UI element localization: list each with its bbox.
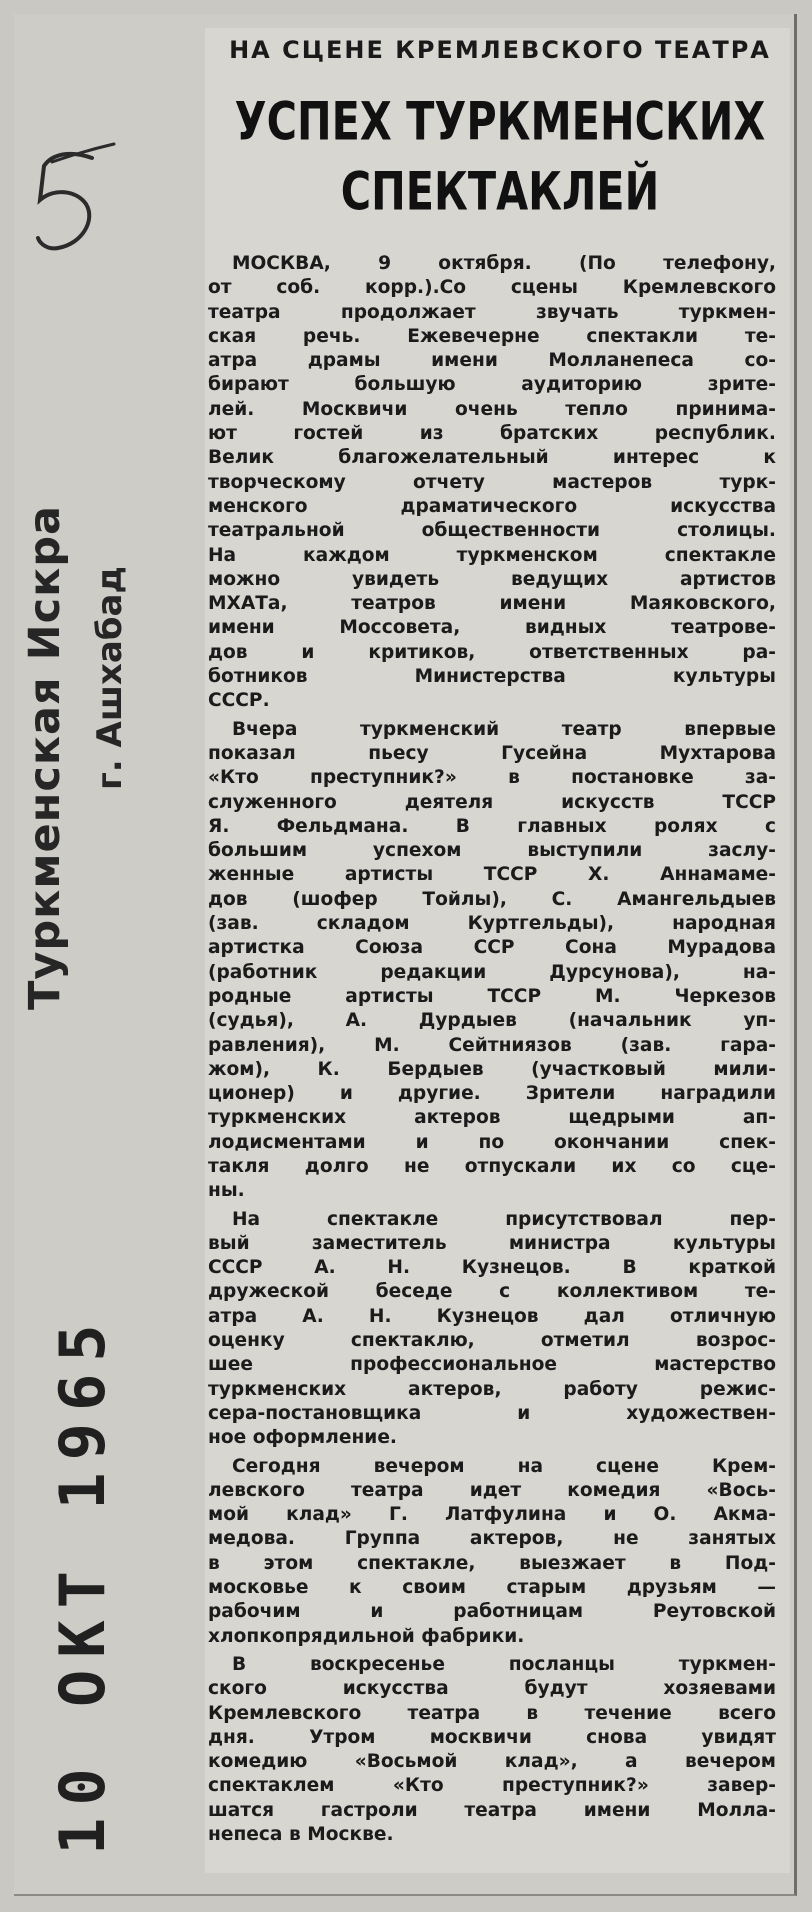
article-line: родные артисты ТССР М. Черкезов bbox=[208, 985, 776, 1007]
city-stamp: г. Ашхабад bbox=[90, 566, 130, 790]
article-line: сера-постановщика и художествен- bbox=[208, 1402, 776, 1424]
article-line: СССР А. Н. Кузнецов. В краткой bbox=[208, 1257, 776, 1279]
article-line: дружеской беседе с коллективом те- bbox=[208, 1281, 776, 1303]
article-line: СССР. bbox=[208, 690, 270, 712]
article-paragraph bbox=[208, 1455, 776, 1649]
article-paragraph bbox=[208, 718, 776, 1204]
article-line: В воскресенье посланцы туркмен- bbox=[232, 1653, 776, 1675]
article-line: вый заместитель министра культуры bbox=[208, 1232, 776, 1254]
article-line: комедию «Восьмой клад», а вечером bbox=[208, 1751, 776, 1773]
article-line: театральной общественности столицы. bbox=[208, 520, 776, 542]
article-line: московье к своим старым друзьям — bbox=[208, 1577, 776, 1599]
article-line: в этом спектакле, выезжает в Под- bbox=[208, 1552, 776, 1574]
article-line: служенного деятеля искусств ТССР bbox=[208, 791, 776, 813]
article-line: Сегодня вечером на сцене Крем- bbox=[232, 1455, 776, 1477]
article-line: ботников Министерства культуры bbox=[208, 666, 776, 688]
article-line: МХАТа, театров имени Маяковского, bbox=[208, 593, 776, 615]
article-line: шатся гастроли театра имени Молла- bbox=[208, 1799, 776, 1821]
article-line: ны. bbox=[208, 1180, 245, 1202]
article-line: (зав. складом Куртгельды), народная bbox=[208, 913, 776, 935]
article-line: рабочим и работницам Реутовской bbox=[208, 1601, 776, 1623]
headline-line-1: УСПЕХ ТУРКМЕНСКИХ bbox=[234, 89, 766, 153]
publication-stamp: Туркменская Искра bbox=[20, 504, 70, 1010]
article-line: МОСКВА, 9 октября. (По телефону, bbox=[232, 253, 776, 274]
article-line: мой клад» Г. Латфулина и О. Акма- bbox=[208, 1504, 776, 1526]
article-line: непеса в Москве. bbox=[208, 1824, 394, 1845]
date-stamp: 10 ОКТ 1965 bbox=[46, 1312, 119, 1855]
article-line: хлопкопрядильной фабрики. bbox=[208, 1625, 525, 1647]
article-line: ционер) и другие. Зрители наградили bbox=[208, 1083, 776, 1105]
article-line: показал пьесу Гусейна Мухтарова bbox=[208, 742, 776, 764]
headline-line-2: СПЕКТАКЛЕЙ bbox=[340, 159, 660, 223]
article-line: (судья), А. Дурдыев (начальник уп- bbox=[208, 1010, 776, 1032]
article-line: Велик благожелательный интерес к bbox=[208, 447, 776, 469]
article-line: менского драматического искусства bbox=[208, 495, 776, 517]
article-line: большим успехом выступили заслу- bbox=[208, 840, 776, 862]
article-line: (работник редакции Дурсунова), на- bbox=[208, 961, 776, 983]
article-line: дов (шофер Тойлы), С. Амангельдыев bbox=[208, 888, 776, 910]
article-line: медова. Группа актеров, не занятых bbox=[208, 1528, 776, 1550]
article-line: Кремлевского театра в течение всего bbox=[208, 1702, 776, 1724]
article-kicker: НА СЦЕНЕ КРЕМЛЕВСКОГО ТЕАТРА bbox=[229, 36, 771, 64]
article-line: творческому отчету мастеров турк- bbox=[208, 471, 776, 493]
article-line: равления), М. Сейтниязов (зав. гара- bbox=[208, 1034, 776, 1056]
article-line: театра продолжает звучать туркмен- bbox=[208, 301, 776, 323]
article-line: Вчера туркменский театр впервые bbox=[232, 718, 776, 740]
article-line: ют гостей из братских республик. bbox=[208, 423, 776, 445]
article-line: «Кто преступник?» в постановке за- bbox=[208, 767, 776, 789]
article-line: ского искусства будут хозяевами bbox=[208, 1678, 776, 1700]
article-line: левского театра идет комедия «Вось- bbox=[208, 1479, 776, 1501]
article-line: шее профессиональное мастерство bbox=[208, 1354, 776, 1376]
article-line: атра А. Н. Кузнецов дал отличную bbox=[208, 1305, 776, 1327]
article-line: жом), К. Бердыев (участковый мили- bbox=[208, 1058, 776, 1080]
article-paragraph bbox=[208, 1208, 776, 1451]
article-paragraph bbox=[208, 252, 776, 714]
article-line: такля долго не отпускали их со сце- bbox=[208, 1155, 776, 1177]
article-body bbox=[208, 252, 776, 1851]
article-line: атра драмы имени Молланепеса со- bbox=[208, 350, 776, 372]
article-line: от соб. корр.).Со сцены Кремлевского bbox=[208, 277, 776, 299]
article-line: можно увидеть ведущих артистов bbox=[208, 568, 776, 590]
article-line: спектаклем «Кто преступник?» завер- bbox=[208, 1775, 776, 1797]
article-line: На спектакле присутствовал пер- bbox=[232, 1208, 776, 1230]
article-line: оценку спектаклю, отметил возрос- bbox=[208, 1330, 776, 1352]
article-line: дня. Утром москвичи снова увидят bbox=[208, 1726, 776, 1748]
article-line: ская речь. Ежевечерне спектакли те- bbox=[208, 325, 776, 347]
article-line: туркменских актеров щедрыми ап- bbox=[208, 1107, 776, 1129]
article-line: На каждом туркменском спектакле bbox=[208, 544, 776, 566]
article-line: ное оформление. bbox=[208, 1427, 397, 1449]
article-line: бирают большую аудиторию зрите- bbox=[208, 374, 776, 396]
article-line: лодисментами и по окончании спек- bbox=[208, 1131, 776, 1153]
article-line: женные артисты ТССР Х. Аннамаме- bbox=[208, 864, 776, 886]
article-line: артистка Союза ССР Сона Мурадова bbox=[208, 937, 776, 959]
article-line: туркменских актеров, работу режис- bbox=[208, 1378, 776, 1400]
article-line: дов и критиков, ответственных ра- bbox=[208, 641, 776, 663]
article-line: имени Моссовета, видных театрове- bbox=[208, 617, 776, 639]
article-paragraph bbox=[208, 1653, 776, 1847]
article-line: Я. Фельдмана. В главных ролях с bbox=[208, 815, 776, 837]
article-line: лей. Москвичи очень тепло принима- bbox=[208, 398, 776, 420]
